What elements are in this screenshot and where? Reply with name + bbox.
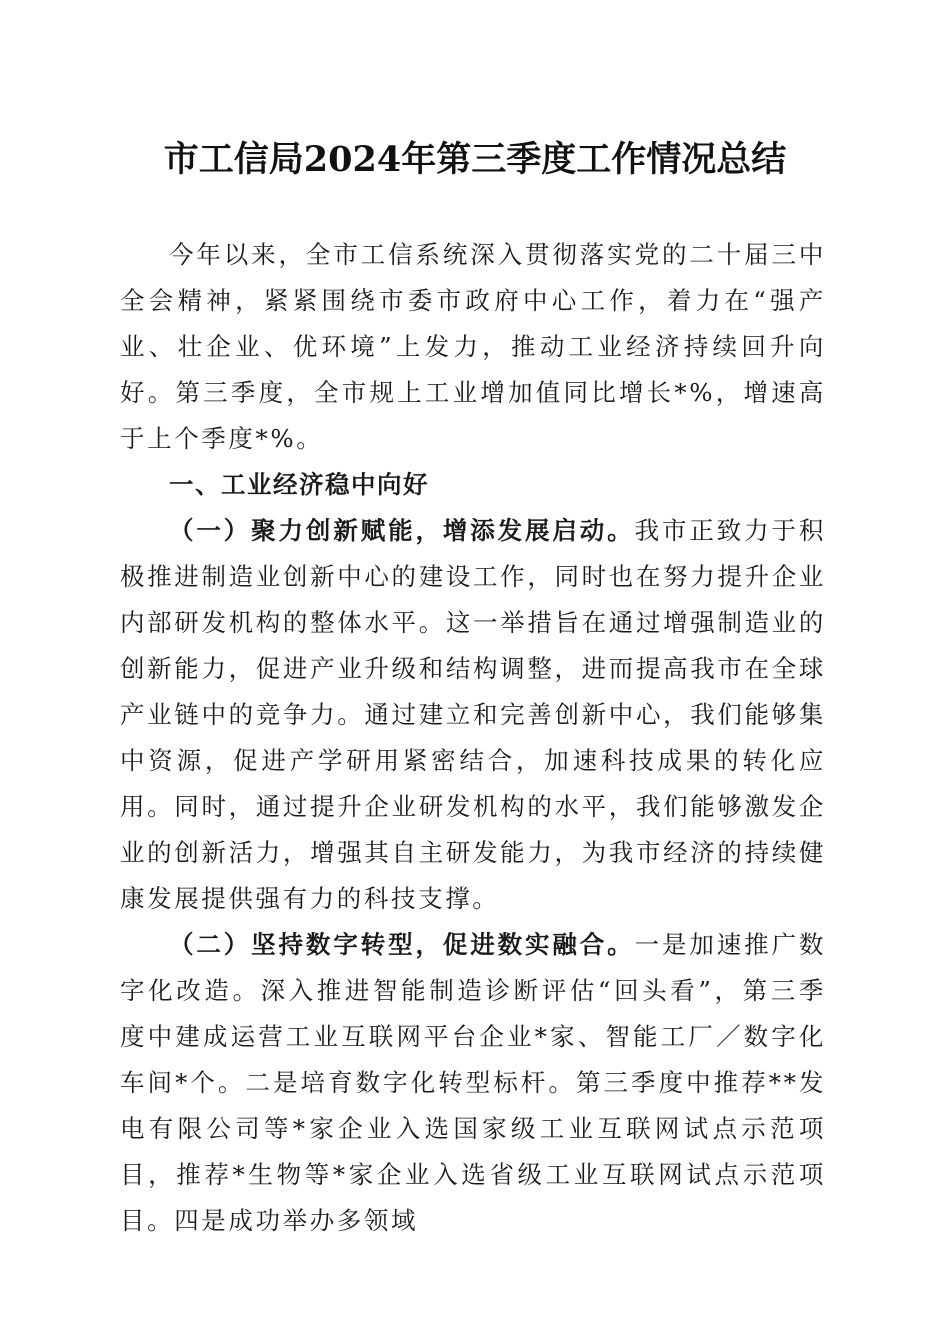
section-heading: 一、工业经济稳中向好 (169, 470, 429, 499)
paragraph-item-2 (120, 922, 826, 1244)
item-2-lead: （二）坚持数字转型，促进数实融合。 (169, 930, 635, 959)
item-1-lead: （一）聚力创新赋能，增添发展启动。 (169, 516, 635, 545)
document-title: 市工信局2024年第三季度工作情况总结 (163, 139, 787, 180)
intro-paragraph: 今年以来，全市工信系统深入贯彻落实党的二十届三中全会精神，紧紧围绕市委市政府中心工作，着力在“强产业、壮企业、优环境”上发力，推动工业经济持续回升向好。第三季度，全市规上工业增加值同比增长*%，增速高于上个季度*%。 (120, 240, 826, 453)
document-body (120, 232, 826, 1244)
item-2-text: 一是加速推广数字化改造。深入推进智能制造诊断评估“回头看”，第三季度中建成运营工业互联网平台企业*家、智能工厂／数字化车间*个。二是培育数字化转型标杆。第三季度中推荐**发电有限公司等*家企业入选国家级工业互联网试点示范项目，推荐*生物等*家企业入选省级工业互联网试点示范项目。四是成功举办多领域 (120, 930, 826, 1235)
paragraph-item-1 (120, 508, 826, 922)
item-1-text: 我市正致力于积极推进制造业创新中心的建设工作，同时也在努力提升企业内部研发机构的整体水平。这一举措旨在通过增强制造业的创新能力，促进产业升级和结构调整，进而提高我市在全球产业链中的竞争力。通过建立和完善创新中心，我们能够集中资源，促进产学研用紧密结合，加速科技成果的转化应用。同时，通过提升企业研发机构的水平，我们能够激发企业的创新活力，增强其自主研发能力，为我市经济的持续健康发展提供强有力的科技支撑。 (120, 516, 826, 913)
